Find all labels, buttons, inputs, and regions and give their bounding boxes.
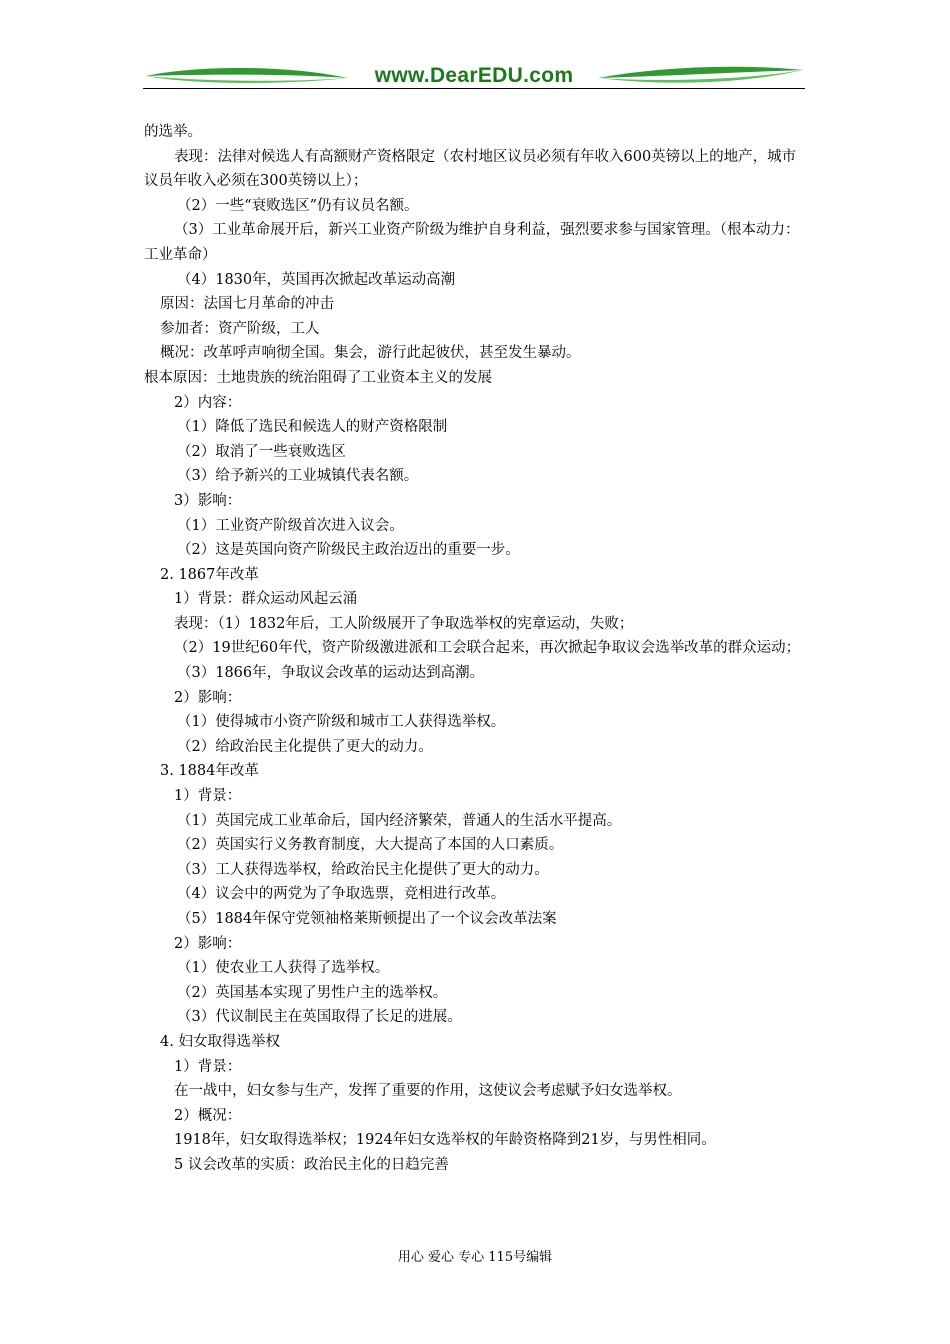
text-line: 参加者：资产阶级，工人	[160, 320, 320, 337]
text-line: 2）影响：	[174, 935, 242, 952]
text-line: （2）这是英国向资产阶级民主政治迈出的重要一步。	[177, 542, 520, 559]
text-line: 2）影响：	[174, 689, 242, 706]
text-line: 2. 1867年改革	[160, 566, 259, 583]
text-line: （2）一些“衰败选区”仍有议员名额。	[177, 197, 419, 214]
text-line: （2）给政治民主化提供了更大的动力。	[177, 738, 433, 755]
text-line: （3）代议制民主在英国取得了长足的进展。	[177, 1009, 462, 1026]
text-line: （1）使得城市小资产阶级和城市工人获得选举权。	[177, 714, 506, 731]
site-brand-logo: www.DearEDU.com	[374, 64, 574, 87]
text-line: 原因：法国七月革命的冲击	[160, 296, 334, 313]
text-line: 的选举。	[144, 124, 202, 140]
text-line: （2）英国基本实现了男性户主的选举权。	[177, 984, 448, 1001]
page-footer: 用心 爱心 专心 115号编辑	[397, 1250, 553, 1265]
text-line: 2）内容：	[174, 394, 242, 411]
text-line: （3）1866年，争取议会改革的运动达到高潮。	[177, 665, 485, 682]
text-line: （3）给予新兴的工业城镇代表名额。	[177, 468, 419, 485]
text-line: 3. 1884年改革	[160, 763, 259, 780]
text-line: 概况：改革呼声响彻全国。集会，游行此起彼伏，甚至发生暴动。	[160, 345, 581, 362]
text-line: （5）1884年保守党领袖格莱斯顿提出了一个议会改革法案	[177, 911, 557, 927]
text-line: 1918年，妇女取得选举权；1924年妇女选举权的年龄资格降到21岁，与男性相同。	[174, 1132, 716, 1149]
document-body	[144, 120, 808, 1178]
text-line: （4）议会中的两党为了争取选票，竞相进行改革。	[177, 886, 506, 903]
text-line: （2）19世纪60年代，资产阶级激进派和工会联合起来，再次掀起争取议会选举改革的群众运动；	[174, 640, 801, 657]
text-line: 表现：（1）1832年后，工人阶级展开了争取选举权的宪章运动，失败；	[174, 615, 634, 632]
text-line: 根本原因：土地贵族的统治阻碍了工业资本主义的发展	[144, 369, 492, 386]
text-line: （2）取消了一些衰败选区	[177, 443, 346, 460]
text-line: 3）影响：	[174, 492, 242, 509]
text-line: （1）使农业工人获得了选举权。	[177, 960, 390, 977]
text-line: 表现：法律对候选人有高额财产资格限定（农村地区议员必须有年收入600英镑以上的地产，城市议员年收入必须在300英镑以上）；	[144, 148, 797, 190]
text-line: （3）工人获得选举权，给政治民主化提供了更大的动力。	[177, 861, 549, 878]
text-line: 1）背景：群众运动风起云涌	[174, 591, 358, 608]
text-line: （3）工业革命展开后，新兴工业资产阶级为维护自身利益，强烈要求参与国家管理。（根本动力：工业革命）	[144, 222, 800, 263]
text-line: （4）1830年，英国再次掀起改革运动高潮	[177, 271, 456, 288]
text-line: 4. 妇女取得选举权	[160, 1033, 280, 1050]
text-line: 5 议会改革的实质：政治民主化的日趋完善	[174, 1156, 449, 1173]
text-line: （1）英国完成工业革命后，国内经济繁荣，普通人的生活水平提高。	[177, 812, 622, 829]
header-divider	[143, 88, 805, 89]
text-line: 1）背景：	[174, 788, 242, 805]
text-line: 2）概况：	[174, 1107, 242, 1124]
text-line: （2）英国实行义务教育制度，大大提高了本国的人口素质。	[177, 837, 564, 854]
text-line: 1）背景：	[174, 1058, 242, 1075]
text-line: （1）工业资产阶级首次进入议会。	[177, 517, 404, 534]
text-line: 在一战中，妇女参与生产，发挥了重要的作用，这使议会考虑赋予妇女选举权。	[174, 1083, 682, 1100]
text-line: （1）降低了选民和候选人的财产资格限制	[177, 419, 448, 436]
